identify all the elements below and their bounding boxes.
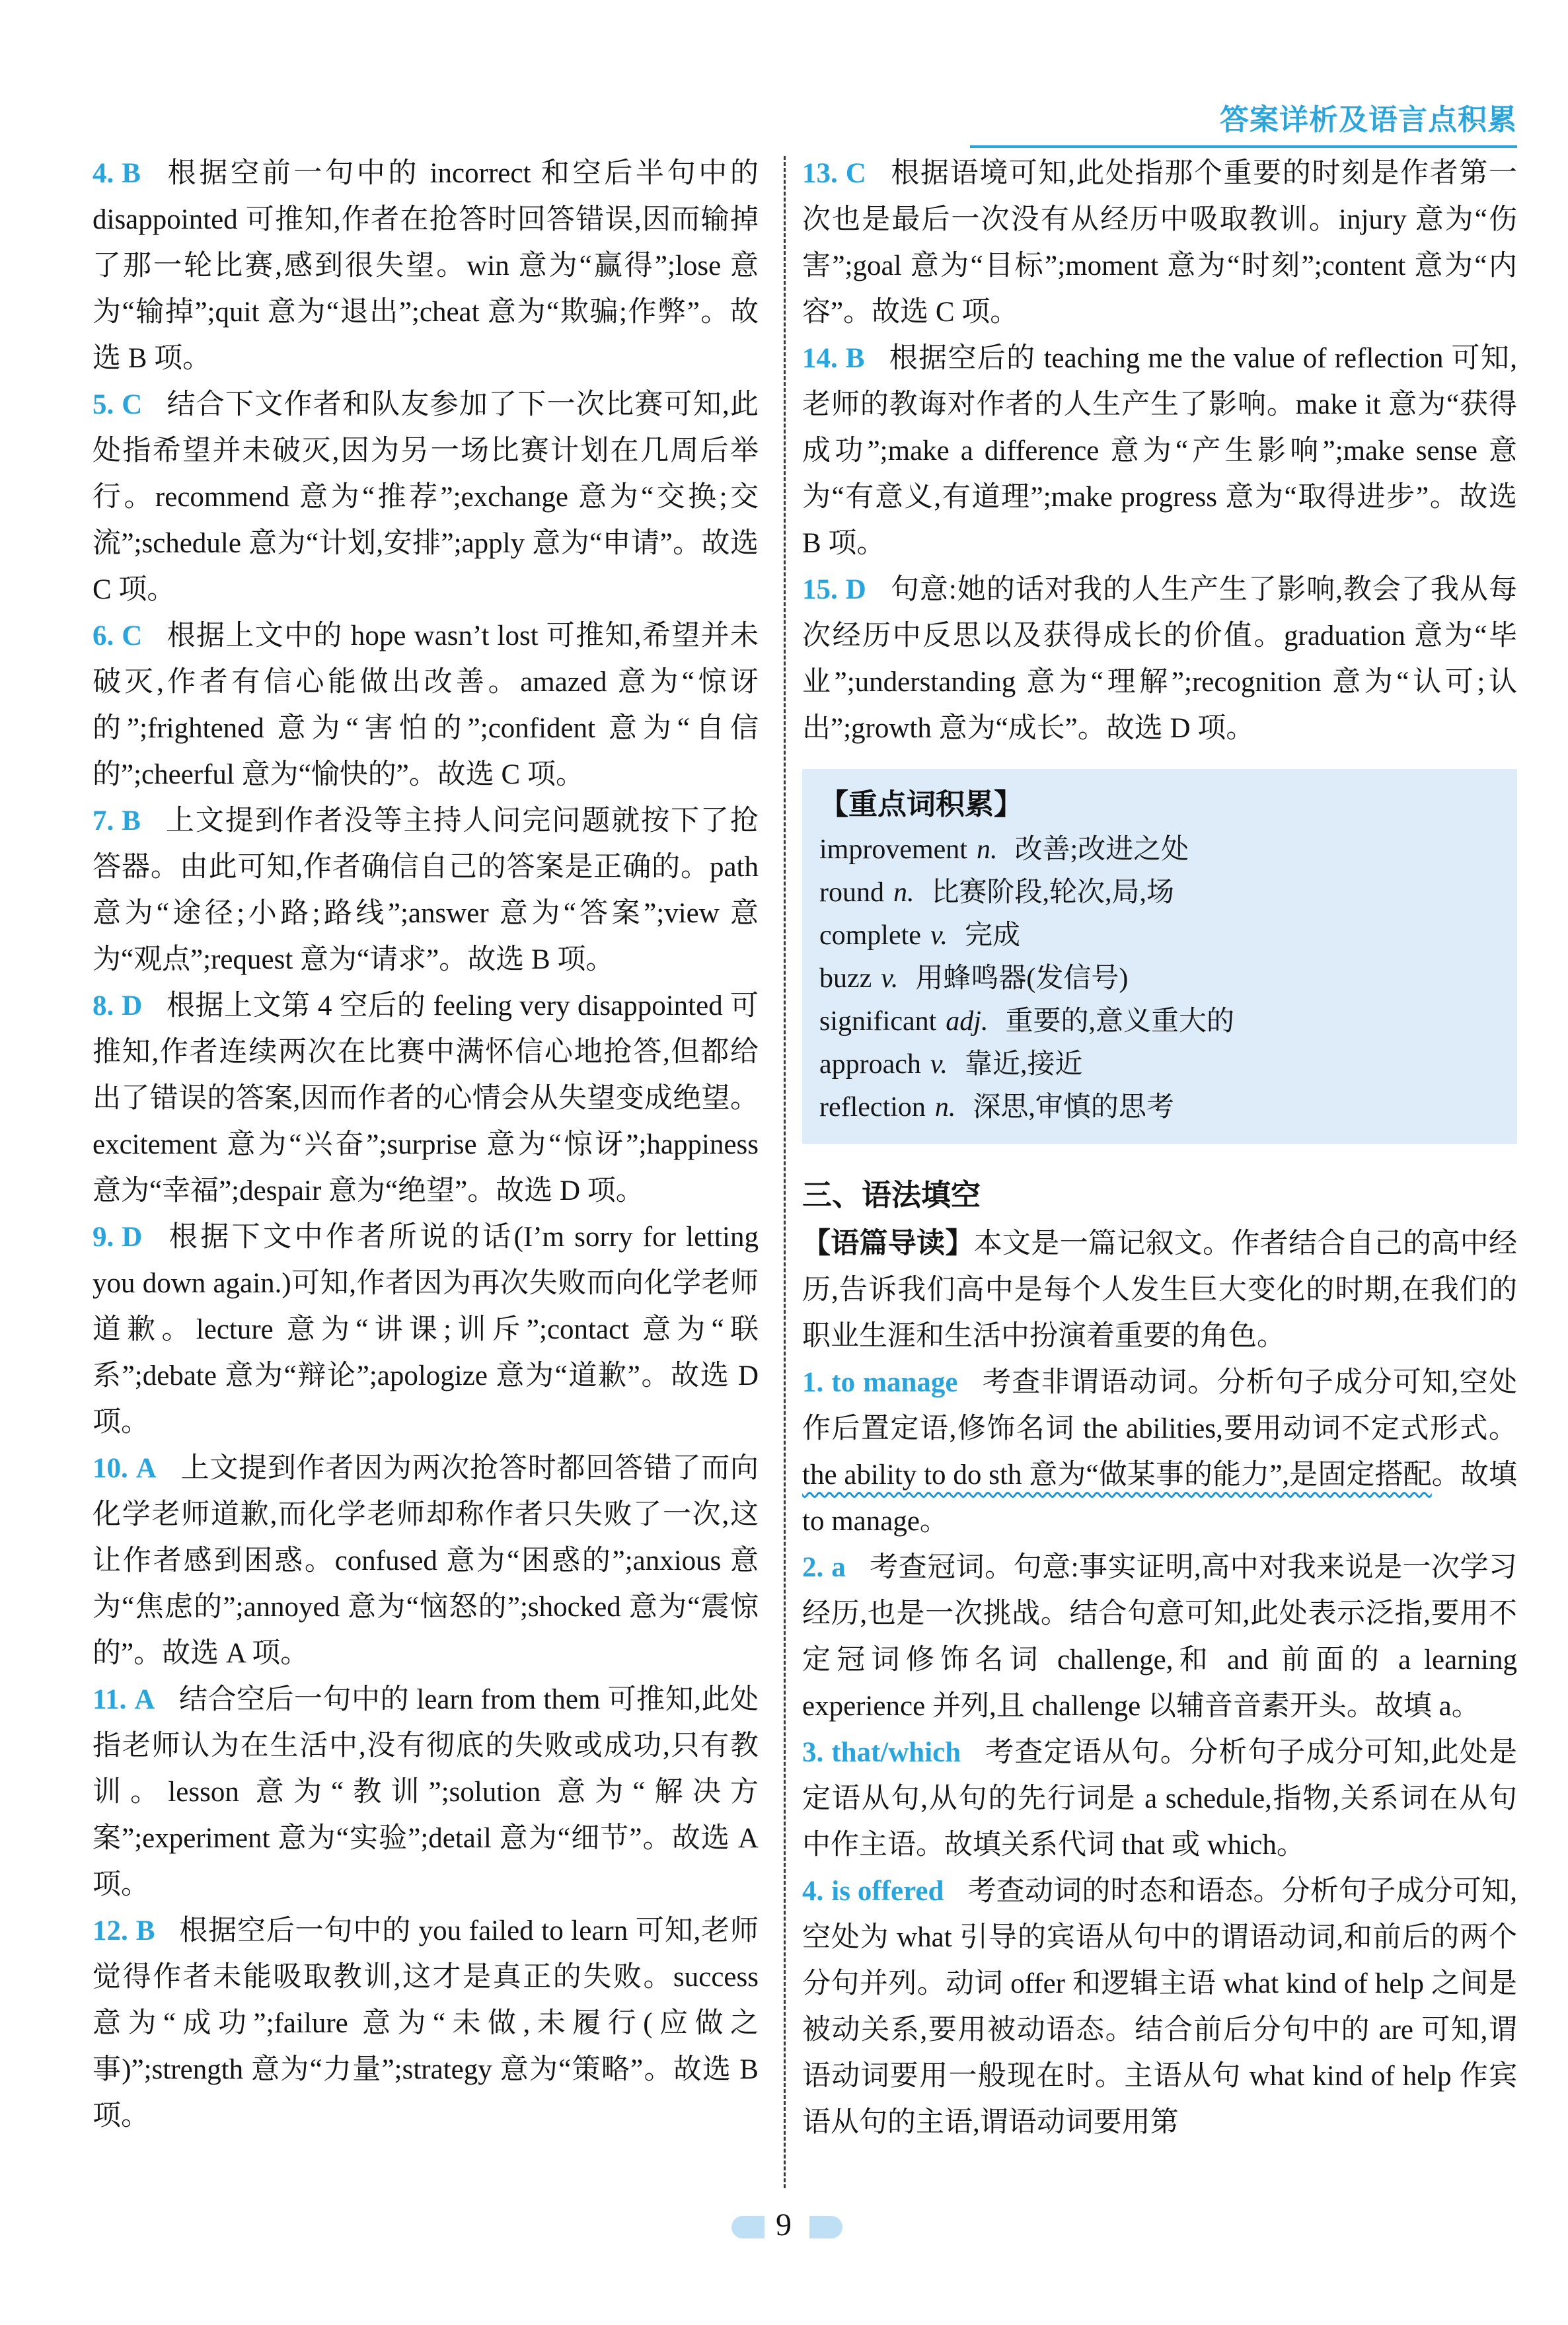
grammar-item-2 — [802, 1545, 1517, 1730]
page-number: 9 — [776, 2207, 792, 2242]
vocab-entry — [819, 1043, 1500, 1086]
answer-explanation: 根据空后的 teaching me the value of reflection 可知,老师的教诲对作者的人生产生了影响。make it 意为“获得成功”;make a difference 意为“产生影响”;make sense 意为“有意义,有道理”;make progress 意为“取得进步”。故选 B 项。 — [802, 343, 1517, 559]
right-column — [802, 151, 1517, 2146]
vocab-entry — [819, 1000, 1500, 1043]
answer-letter: B — [122, 158, 141, 189]
page-title: 答案详析及语言点积累 — [1220, 104, 1517, 136]
answer-explanation: 根据上文中的 hope wasn’t lost 可推知,希望并未破灭,作者有信心能做出改善。amazed 意为“惊讶的”;frightened 意为“害怕的”;confident 意为“自信的”;cheerful 意为“愉快的”。故选 C 项。 — [93, 620, 759, 790]
vocab-meaning: 比赛阶段,轮次,局,场 — [931, 877, 1175, 908]
grammar-item-1 — [802, 1360, 1517, 1545]
answer-phrase: that/which — [831, 1737, 961, 1768]
answer-explanation: 结合下文作者和队友参加了下一次比赛可知,此处指希望并未破灭,因为另一场比赛计划在几周后举行。recommend 意为“推荐”;exchange 意为“交换;交流”;schedule 意为“计划,安排”;apply 意为“申请”。故选 C 项。 — [93, 389, 759, 605]
answer-letter: B — [122, 805, 141, 836]
passage-guide — [802, 1220, 1517, 1360]
answer-number: 5. — [93, 389, 114, 420]
answer-letter: B — [135, 1915, 155, 1946]
answer-number: 7. — [93, 805, 114, 836]
answer-item-5 — [93, 382, 759, 613]
column-divider — [784, 156, 786, 2188]
answer-item-10 — [93, 1446, 759, 1677]
answer-letter: C — [122, 389, 143, 420]
vocab-word: approach — [819, 1049, 921, 1080]
answer-number: 14. — [802, 343, 838, 374]
vocab-entry — [819, 957, 1500, 1000]
answer-item-6 — [93, 613, 759, 798]
answer-letter: D — [845, 574, 866, 605]
answer-explanation: 上文提到作者因为两次抢答时都回答错了而向化学老师道歉,而化学老师却称作者只失败了一次,这让作者感到困惑。confused 意为“困惑的”;anxious 意为“焦虑的”;annoyed 意为“恼怒的”;shocked 意为“震惊的”。故选 A 项。 — [93, 1453, 759, 1669]
answer-letter: B — [845, 343, 865, 374]
passage-guide-label: 【语篇导读】 — [802, 1228, 974, 1259]
vocab-word: significant — [819, 1006, 937, 1037]
answer-item-4 — [93, 151, 759, 382]
answer-number: 15. — [802, 574, 838, 605]
answer-explanation: 根据语境可知,此处指那个重要的时刻是作者第一次也是最后一次没有从经历中吸取教训。injury 意为“伤害”;goal 意为“目标”;moment 意为“时刻”;content 意为“内容”。故选 C 项。 — [802, 158, 1517, 328]
vocab-word: reflection — [819, 1092, 926, 1123]
vocab-entry — [819, 829, 1500, 871]
key-vocabulary-box — [802, 769, 1517, 1144]
answer-letter: C — [122, 620, 143, 651]
vocab-meaning: 改善;改进之处 — [1014, 834, 1189, 865]
vocab-entry — [819, 871, 1500, 914]
answer-letter: D — [122, 1222, 143, 1253]
answer-number: 10. — [93, 1453, 128, 1484]
answer-number: 11. — [93, 1684, 127, 1715]
vocab-meaning: 完成 — [964, 920, 1020, 951]
vocab-pos: n. — [893, 877, 915, 908]
vocab-meaning: 靠近,接近 — [964, 1049, 1083, 1080]
fixed-collocation-highlight: the ability to do sth 意为“做某事的能力”,是固定搭配 — [802, 1459, 1432, 1491]
answer-number: 4. — [93, 158, 114, 189]
vocab-pos: v. — [930, 1049, 948, 1080]
answer-number: 1. — [802, 1367, 824, 1398]
answer-number: 3. — [802, 1737, 824, 1768]
answer-number: 6. — [93, 620, 114, 651]
answer-explanation: 。故填 to manage。 — [802, 1459, 1518, 1537]
vocab-pos: n. — [976, 834, 998, 865]
answer-explanation: 考查冠词。句意:事实证明,高中对我来说是一次学习经历,也是一次挑战。结合句意可知,此处表示泛指,要用不定冠词修饰名词 challenge,和 and 前面的 a learning experience 并列,且 challenge 以辅音音素开头。故填 a。 — [802, 1552, 1517, 1722]
answer-number: 9. — [93, 1222, 114, 1253]
answer-item-15 — [802, 567, 1517, 752]
answer-letter: C — [845, 158, 866, 189]
vocab-entry — [819, 1086, 1500, 1129]
vocabulary-box-title: 【重点词积累】 — [819, 788, 1023, 821]
vocab-word: complete — [819, 920, 921, 951]
answer-letter: D — [122, 990, 143, 1021]
vocab-entry — [819, 914, 1500, 957]
answer-number: 2. — [802, 1552, 824, 1583]
vocab-word: buzz — [819, 963, 872, 994]
answer-number: 4. — [802, 1876, 824, 1907]
vocab-pos: v. — [930, 920, 948, 951]
grammar-item-3 — [802, 1730, 1517, 1868]
answer-explanation: 结合空后一句中的 learn from them 可推知,此处指老师认为在生活中,没有彻底的失败或成功,只有教训。lesson 意为“教训”;solution 意为“解决方案”;experiment 意为“实验”;detail 意为“细节”。故选 A 项。 — [93, 1684, 759, 1900]
answer-number: 12. — [93, 1915, 128, 1946]
vocab-pos: adj. — [946, 1006, 989, 1037]
page-header — [970, 104, 1517, 148]
answer-explanation: 考查动词的时态和语态。分析句子成分可知,空处为 what 引导的宾语从句中的谓语动词,和前后的两个分句并列。动词 offer 和逻辑主语 what kind of help 之间是被动关系,要用被动语态。结合前后分句中的 are 可知,谓语动词要用一般现在时。主语从句 what kind of help 作宾语从句的主语,谓语动词要用第 — [802, 1876, 1517, 2138]
answer-letter: A — [135, 1453, 157, 1484]
answer-phrase: a — [831, 1552, 846, 1583]
answer-item-9 — [93, 1214, 759, 1446]
page-number-pill-right — [809, 2216, 842, 2238]
answer-item-7 — [93, 798, 759, 983]
vocab-meaning: 重要的,意义重大的 — [1005, 1006, 1234, 1037]
grammar-item-4 — [802, 1868, 1517, 2146]
answer-explanation: 考查非谓语动词。分析句子成分可知,空处作后置定语,修饰名词 the abilities,要用动词不定式形式。 — [802, 1367, 1518, 1444]
answer-phrase: to manage — [831, 1367, 958, 1398]
section-heading-grammar-fill: 三、语法填空 — [802, 1178, 981, 1212]
answer-explanation: 考查定语从句。分析句子成分可知,此处是定语从句,从句的先行词是 a schedule,指物,关系词在从句中作主语。故填关系代词 that 或 which。 — [802, 1737, 1517, 1861]
answer-number: 13. — [802, 158, 838, 189]
answer-item-14 — [802, 336, 1517, 567]
answer-explanation: 根据上文第 4 空后的 feeling very disappointed 可推知,作者连续两次在比赛中满怀信心地抢答,但都给出了错误的答案,因而作者的心情会从失望变成绝望。excitement 意为“兴奋”;surprise 意为“惊讶”;happiness 意为“幸福”;despair 意为“绝望”。故选 D 项。 — [93, 990, 759, 1206]
answer-item-13 — [802, 151, 1517, 336]
answer-explanation: 根据空后一句中的 you failed to learn 可知,老师觉得作者未能吸取教训,这才是真正的失败。success 意为“成功”;failure 意为“未做,未履行(应做之事)”;strength 意为“力量”;strategy 意为“策略”。故选 B 项。 — [93, 1915, 759, 2131]
answer-item-11 — [93, 1677, 759, 1908]
vocab-pos: v. — [881, 963, 899, 994]
answer-explanation: 根据空前一句中的 incorrect 和空后半句中的 disappointed 可推知,作者在抢答时回答错误,因而输掉了那一轮比赛,感到很失望。win 意为“赢得”;lose 意为“输掉”;quit 意为“退出”;cheat 意为“欺骗;作弊”。故选 B 项。 — [93, 158, 759, 374]
answer-explanation: 句意:她的话对我的人生产生了影响,教会了我从每次经历中反思以及获得成长的价值。graduation 意为“毕业”;understanding 意为“理解”;recognition 意为“认可;认出”;growth 意为“成长”。故选 D 项。 — [802, 574, 1517, 744]
vocab-pos: n. — [934, 1092, 956, 1123]
vocab-word: round — [819, 877, 884, 908]
answer-item-12 — [93, 1908, 759, 2139]
vocab-meaning: 用蜂鸣器(发信号) — [915, 963, 1129, 994]
answer-phrase: is offered — [831, 1876, 944, 1907]
vocab-meaning: 深思,审慎的思考 — [973, 1092, 1174, 1123]
answer-letter: A — [134, 1684, 155, 1715]
answer-explanation: 上文提到作者没等主持人问完问题就按下了抢答器。由此可知,作者确信自己的答案是正确的。path 意为“途径;小路;路线”;answer 意为“答案”;view 意为“观点”;request 意为“请求”。故选 B 项。 — [93, 805, 759, 975]
vocab-word: improvement — [819, 834, 967, 865]
answer-explanation: 根据下文中作者所说的话(I’m sorry for letting you down again.)可知,作者因为再次失败而向化学老师道歉。lecture 意为“讲课;训斥”;contact 意为“联系”;debate 意为“辩论”;apologize 意为“道歉”。故选 D 项。 — [93, 1222, 759, 1438]
left-column — [93, 151, 759, 2139]
answer-number: 8. — [93, 990, 114, 1021]
passage-guide-text: 本文是一篇记叙文。作者结合自己的高中经历,告诉我们高中是每个人发生巨大变化的时期,在我们的职业生涯和生活中扮演着重要的角色。 — [802, 1228, 1517, 1352]
answer-item-8 — [93, 983, 759, 1214]
